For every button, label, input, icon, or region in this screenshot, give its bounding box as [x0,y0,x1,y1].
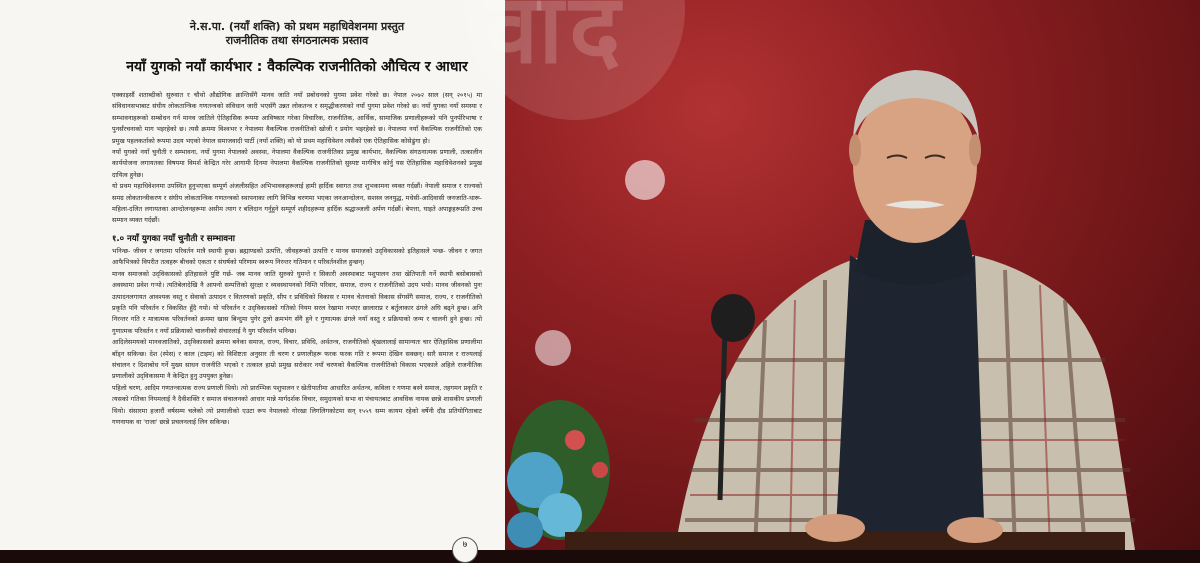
heading-line-1: ने.स.पा. (नयाँ शक्ति) को प्रथम महाधिवेशनमा प्रस्तुत [189,20,405,33]
intro-paragraphs [112,90,482,227]
sweater [835,255,985,550]
document-title: नयाँ युगको नयाँ कार्यभार : वैकल्पिक राजनीतिको औचित्य र आधार [126,59,468,75]
speaker-photo [485,0,1200,550]
banner-text: वाद [485,0,627,85]
paragraph: आदिलेसमयको मानवजातिको, उद्‌विकासको क्रममा बनेका समाज, राज्य, विचार, प्रविधि, अर्थतन्त्र, राजनीतिको श्रृंखलालाई सामान्यतः चार ऐतिहासिक प्रणालीमा बाँड्न सकिन्छ। देश (स्पेस) र काल (टाइम) को विशिष्टता अनुसार ती चरण र प्रणालीहरू फरक फरक गति र रूपमा देखिन सक्छन्। सारै समाज र राज्यलाई संचालन र दिशाबोध गर्ने मुख्य साधन राजनीति भएको र तत्काल हाम्रो प्रमुख सरोकार नयाँ चरणको वैकल्पिक राजनीतिको विकास भएकाले अहिले राजनीतिक प्रणालीको उद्‌विकासमा नै केन्द्रित हुनु उपयुक्त हुनेछ। [112,338,482,381]
flower-decoration [507,400,610,548]
document-page [0,0,505,550]
paragraph: मानव समाजको उद्‌विकासको इतिहासले पुष्टि गर्छ- जब मानव जाति सुरुको घुमन्ते र सिकारी अवस्थाबाट पशुपालन तथा खेतिपाती गर्ने स्थायी बसोबासको अवस्थामा प्रवेश गर्‍यो। त्यतिबेलादेखि नै आफ्नो सम्पत्तिको सुरक्षा र व्यवस्थापनको निम्ति परिवार, समाज, राज्य र राजनीतिको उदय भयो। मानव जीवनको पुनः उत्पादनलगायत आवश्यक वस्तु र सेवाको उत्पादन र वितरणको प्रकृति, सीप र प्रविधिको विकास र मानव चेतनाको विकास सँगसँगै समाज, राज्य, र राजनीतिको प्रकृति पनि परिवर्तन र विकसित हुँदै गयो। यो परिवर्तन र उद्‌विकासको गतिको नियम सरल रेखामा नभएर छालाराप्र र बर्तुलाकार ढंगले अघि बढ्ने हुन्छ। अनि निरन्तर गति र मात्रात्मक परिवर्तनको क्रममा खास बिन्दुमा पुगेर टुलो क्रमभंग सँगै हुने र गुणात्मक ढंगले नयाँ वस्तु र प्रक्रियाको जन्म र चालनी हुने हुन्छ। त्यो गुणात्मक परिवर्तन र नयाँ प्रक्रियाको चालनीको संचारलाई नै युग परिवर्तन भनिन्छ। [112,269,482,335]
paragraph: भनिन्छ- जीवन र जगतमा परिवर्तन मात्रै स्थायी हुन्छ। ब्रह्माण्डको उत्पत्ति, जीवहरूको उत्पत्ति र मानव समाजको उद्‌विकासको इतिहासले भन्छ- जीवन र जगत आफैभित्रको विपरीत तत्वहरू बीचको एकता र संघर्षको परिणाम स्वरूप निरन्तर गतिमान र परिवर्तनशील हुन्छन्। [112,246,482,267]
speaker-illustration [505,0,1200,550]
paragraph: नयाँ युगको नयाँ चुनौती र सम्भावना, नयाँ युगमा नेपालको अवस्था, नेपालमा वैकल्पिक राजनीतिका प्रमुख कार्यभार, वैकल्पिक संगठनात्मक प्रणाली, तत्कालीन कार्ययोजना लगायतका विषयमा विमर्श केन्द्रित गरेर आगामी दिनमा नेपालमा वैकल्पिक राजनीतिको सुस्पष्ट मार्गचित्र कोर्नु यस ऐतिहासिक महाधिवेशनको प्रमुख दायित्व हुनेछ। [112,148,482,179]
section-paragraphs [112,246,482,429]
heading-line-2: राजनीतिक तथा संगठनात्मक प्रस्ताव [225,34,369,47]
section-heading: १.० नयाँ युगका नयाँ चुनौती र सम्भावना [112,233,235,244]
paragraph: पहिलो चरण, आदिम गणतन्त्रात्मक राज्य प्रणाली थियो। त्यो प्रारम्भिक पशुपालन र खेतीपातीमा आधारित अर्थतन्त्र, कविला र गणमा बस्ने समाज, तहगमन प्रकृति र त्यसको गतिका नियमलाई नै दैवीशक्ति र समाज संचालनको आधार मान्ने मार्गदर्शक विचार, समुदायको सभा वा पंचायतबाट आवधिक नायक छान्ने शासकीय प्रणाली थियो। संसारमा हजारौं वर्षसम्म चलेको त्यो प्रणालीको एउटा रूप नेपालको गोरखा लिगलिगकोटमा सन् १५५९ सम्म कायम रहेको वर्षेनी दौड प्रतियोगिताबाट गणनायक वा 'राजा' छान्ने प्रचलनलाई लिन सकिन्छ। [112,383,482,426]
document-content [112,20,482,428]
paragraph: यो प्रथम महाधिवेशनमा उपस्थित हुनुभएका सम्पूर्ण अंजलीसहित अभिभावकहरूलाई हामी हार्दिक स्वागत तथा शुभकामना व्यक्त गर्दछौं। नेपाली समाज र राज्यको समग्र लोकतान्त्रीकरण र संघीय लोकतान्त्रिक गणतन्त्रको स्थापनाका लागि विभिन्न चरणमा भएका जनआन्दोलन, सशस्त्र जनयुद्ध, मधेसी-आदिवासी जनजाति-थारू-महिला-दलित लगायतका आन्दोलनहरूमा असीम त्याग र बलिदान गर्नुहुने सम्पूर्ण शहीदहरूमा हार्दिक श्रद्धाञ्जली अर्पण गर्दछौं। बेपत्ता, घाइते अपाङ्गहरूप्रति उच्च सम्मान व्यक्त गर्दछौं। [112,182,482,225]
paragraph: एक्काइसौं शताब्दीको सुरुवात र चौथो औद्योगिक क्रान्तिसँगै मानव जाति नयाँ प्रबोधनको युगमा प्रवेश गरेको छ। नेपाल २०७२ साल (सन् २०१५) मा संविधानसभाबाट संघीय लोकतान्त्रिक गणतन्त्रको संविधान जारी भएसँगै उन्नत लोकतन्त्र र समृद्धीकरणको नयाँ युगमा प्रवेश गरेको छ। नयाँ युगका नयाँ समस्या र सम्भावनाहरूको सम्बोधन गर्न मानव जातिले ऐतिहासिक रूपमा आविष्कार गरेका विचारिक, राजनीतिक, आर्थिक, सामाजिक प्रणालीहरूको पनि पुनर्परिभाषा र पुनर्संरचनाको माग भइरहेको छ। त्यसै क्रममा विश्वभर र नेपालमा वैकल्पिक राजनीतिको खोजी र प्रयोग भइरहेको छ। नेपालमा नयाँ वैकल्पिक राजनीतिको एक प्रमुख पहलकर्ताको रूपमा उदय भएको नेपाल समाजवादी पार्टी (नयाँ शक्ति) को यो प्रथम महाधिवेशन त्यसैको एक ऐतिहासिक कोसेढुंगा हो। [112,91,482,145]
page-number: ७ [452,537,478,563]
